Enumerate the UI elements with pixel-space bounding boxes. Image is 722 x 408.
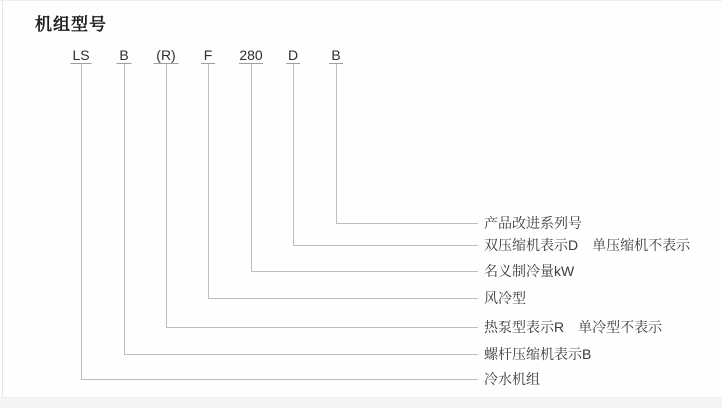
connector-hline xyxy=(166,327,478,328)
page-title: 机组型号 xyxy=(35,15,107,34)
connector-vline xyxy=(251,64,252,271)
connector-vline xyxy=(166,64,167,327)
connector-vline xyxy=(208,64,209,298)
code-label: (R) xyxy=(156,47,176,63)
connector-hline xyxy=(336,223,478,224)
connector-vline xyxy=(336,64,337,223)
code-label: B xyxy=(331,47,341,63)
meaning-label: 风冷型 xyxy=(484,290,526,306)
meaning-label: 双压缩机表示D 单压缩机不表示 xyxy=(484,237,691,253)
connector-hline xyxy=(208,298,478,299)
code-label: B xyxy=(119,47,129,63)
code-label: D xyxy=(287,47,299,63)
code-label: F xyxy=(203,47,213,63)
meaning-label: 热泵型表示R 单冷型不表示 xyxy=(484,319,663,335)
code-label: LS xyxy=(72,47,90,63)
footer-strip xyxy=(0,397,722,408)
meaning-label: 名义制冷量kW xyxy=(484,263,575,279)
left-border-hairline xyxy=(2,1,3,397)
connector-hline xyxy=(293,245,478,246)
code-label: 280 xyxy=(239,47,263,63)
meaning-label: 产品改进系列号 xyxy=(484,215,582,231)
meaning-label: 冷水机组 xyxy=(484,371,540,387)
connector-hline xyxy=(81,379,478,380)
connector-vline xyxy=(124,64,125,354)
connector-hline xyxy=(251,271,478,272)
connector-hline xyxy=(124,354,478,355)
connector-vline xyxy=(81,64,82,379)
connector-vline xyxy=(293,64,294,245)
meaning-label: 螺杆压缩机表示B xyxy=(484,346,592,362)
